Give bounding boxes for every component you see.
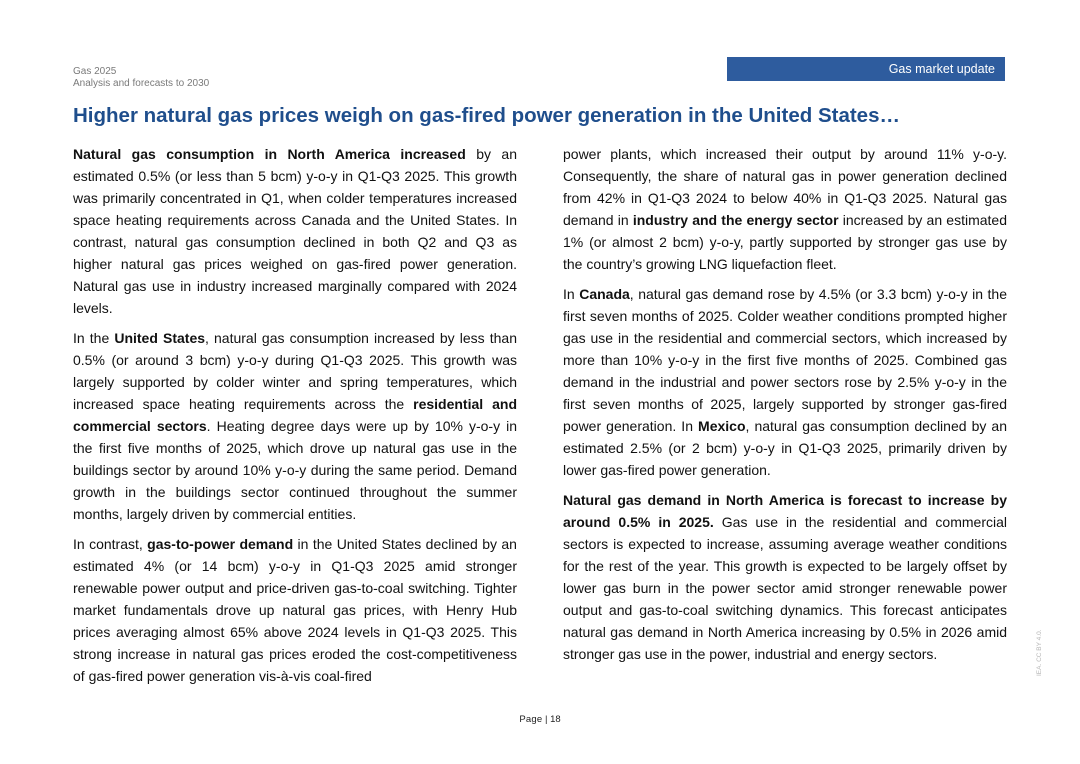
paragraph-text: power plants, which increased their output by around 11% y-o-y. Consequently, the share of natural gas in power generation declined from 42% in Q1-Q3 2024 to below 40% in Q1-Q3 2025. Natural gas demand in xyxy=(563,146,1007,228)
section-badge: Gas market update xyxy=(727,57,1005,81)
page-number: 18 xyxy=(550,714,561,725)
paragraph xyxy=(73,327,517,525)
paragraph-text: In xyxy=(563,286,580,302)
paragraph-text: , natural gas consumption declined by an estimated 2.5% (or 2 bcm) y-o-y in Q1-Q3 2025, primarily driven by lower gas-fired power generation. xyxy=(563,418,1007,478)
paragraph xyxy=(73,143,517,319)
left-column xyxy=(73,143,517,687)
bold-phrase: industry and the energy sector xyxy=(632,212,839,228)
report-header xyxy=(73,66,209,90)
paragraph-text: , natural gas demand rose by 4.5% (or 3.3 bcm) y-o-y in the first seven months of 2025. Colder weather conditions prompted higher gas use in the residential and commercial sectors, which increased by more than 10% y-o-y in the first five months of 2025. Combined gas demand in the industrial and power sectors rose by 2.5% y-o-y in the first seven months of 2025, largely supported by stronger gas-fired power generation. In xyxy=(563,286,1007,434)
page-footer: Page | 18 xyxy=(519,714,561,725)
paragraph xyxy=(563,489,1007,665)
paragraph xyxy=(563,143,1007,275)
paragraph-text: In contrast, xyxy=(73,536,148,552)
report-name: Gas 2025 xyxy=(73,66,117,77)
paragraph-text: Gas use in the residential and commercial sectors is expected to increase, assuming average weather conditions for the rest of the year. This growth is expected to be largely offset by lower gas burn in the power sector amid stronger renewable power output and gas-to-coal switching dynamics. This forecast anticipates natural gas demand in North America increasing by 0.5% in 2026 amid stronger gas use in the power, industrial and energy sectors. xyxy=(563,514,1007,662)
paragraph-text: In the xyxy=(73,330,115,346)
paragraph-text: in the United States declined by an estimated 4% (or 14 bcm) y-o-y in Q1-Q3 2025 amid stronger renewable power output and price-driven gas-to-coal switching. Tighter market fundamentals drove up natural gas prices, with Henry Hub prices averaging almost 65% above 2024 levels in Q1-Q3 2025. This strong increase in natural gas prices eroded the cost-competitiveness of gas-fired power generation vis-à-vis coal-fired xyxy=(73,536,517,684)
license-note: IEA. CC BY 4.0. xyxy=(1036,629,1043,676)
paragraph-text: , natural gas consumption increased by less than 0.5% (or around 3 bcm) y-o-y during Q1-Q3 2025. This growth was largely supported by colder winter and spring temperatures, which increased space heating requirements across the xyxy=(73,330,517,412)
paragraph-text: . Heating degree days were up by 10% y-o-y in the first five months of 2025, which drove up natural gas use in the buildings sector by around 10% y-o-y during the same period. Demand growth in the buildings sector continued throughout the summer months, largely driven by commercial entities. xyxy=(73,418,517,522)
page-title: Higher natural gas prices weigh on gas-fired power generation in the United States… xyxy=(73,104,900,127)
paragraph xyxy=(563,283,1007,481)
paragraph xyxy=(73,533,517,687)
bold-phrase: Mexico xyxy=(698,418,746,434)
bold-phrase: residential and commercial sectors xyxy=(73,396,517,434)
bold-phrase: United States xyxy=(114,330,206,346)
paragraph-text: increased by an estimated 1% (or almost 2 bcm) y-o-y, partly supported by stronger gas use by the country’s growing LNG liquefaction fleet. xyxy=(563,212,1007,272)
bold-phrase: Natural gas consumption in North America increased xyxy=(73,146,466,162)
bold-phrase: Canada xyxy=(579,286,630,302)
report-subtitle: Analysis and forecasts to 2030 xyxy=(73,78,210,89)
bold-phrase: Natural gas demand in North America is forecast to increase by around 0.5% in 2025. xyxy=(563,492,1007,530)
right-column xyxy=(563,143,1007,665)
paragraph-text: by an estimated 0.5% (or less than 5 bcm) y-o-y in Q1-Q3 2025. This growth was primarily concentrated in Q1, when colder temperatures increased space heating requirements across Canada and the United States. In contrast, natural gas consumption declined in both Q2 and Q3 as higher natural gas prices weighed on gas-fired power generation. Natural gas use in industry increased marginally compared with 2024 levels. xyxy=(73,146,518,316)
page-label: Page xyxy=(519,714,543,725)
bold-phrase: gas-to-power demand xyxy=(147,536,294,552)
